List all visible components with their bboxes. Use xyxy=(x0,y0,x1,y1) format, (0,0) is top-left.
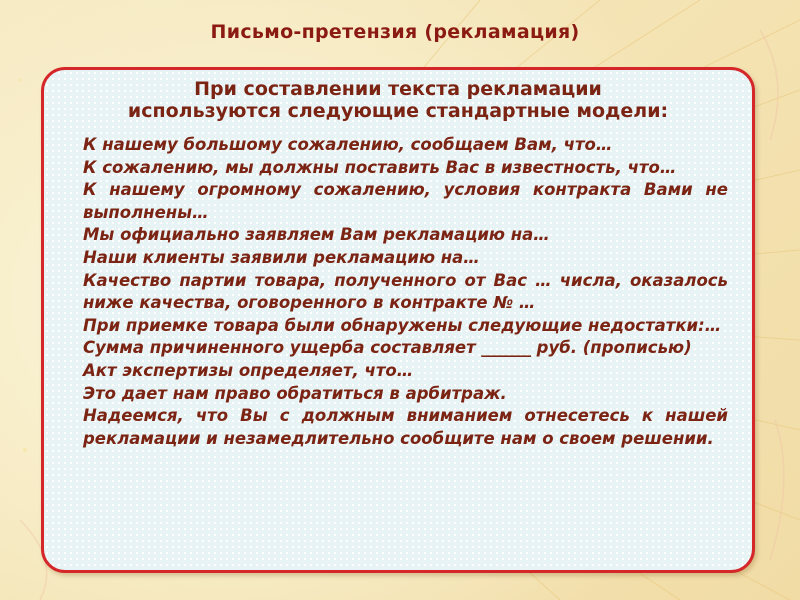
phrase-item: Качество партии товара, полученного от Вас … числа, оказалось ниже качества, оговоренного в контракте № … xyxy=(83,270,728,313)
panel-heading xyxy=(44,78,752,122)
content-panel xyxy=(41,67,755,573)
phrase-item: Наши клиенты заявили рекламацию на… xyxy=(83,247,480,267)
phrase-item: Сумма причиненного ущерба составляет ______ руб. (прописью) xyxy=(83,338,692,358)
phrase-item: Надеемся, что Вы с должным вниманием отнесетесь к нашей рекламации и незамедлительно сообщите нам о своем решении. xyxy=(83,406,728,448)
phrase-item: К нашему большому сожалению, сообщаем Вам, что… xyxy=(83,135,613,154)
panel-heading-line-1: При составлении текста рекламации xyxy=(194,78,602,100)
phrase-list xyxy=(83,134,728,450)
slide-title: Письмо-претензия (рекламация) xyxy=(210,21,580,43)
phrase-item: К сожалению, мы должны поставить Вас в известность, что… xyxy=(83,157,677,177)
phrase-item: К нашему огромному сожалению, условия контракта Вами не выполнены… xyxy=(83,180,728,222)
phrase-item: При приемке товара были обнаружены следующие недостатки:… xyxy=(83,315,722,335)
phrase-item: Акт экспертизы определяет, что… xyxy=(83,360,414,380)
panel-heading-line-2: используются следующие стандартные модели: xyxy=(127,100,669,122)
phrase-item: Мы официально заявляем Вам рекламацию на… xyxy=(83,225,550,245)
phrase-item: Это дает нам право обратиться в арбитраж. xyxy=(83,383,507,403)
